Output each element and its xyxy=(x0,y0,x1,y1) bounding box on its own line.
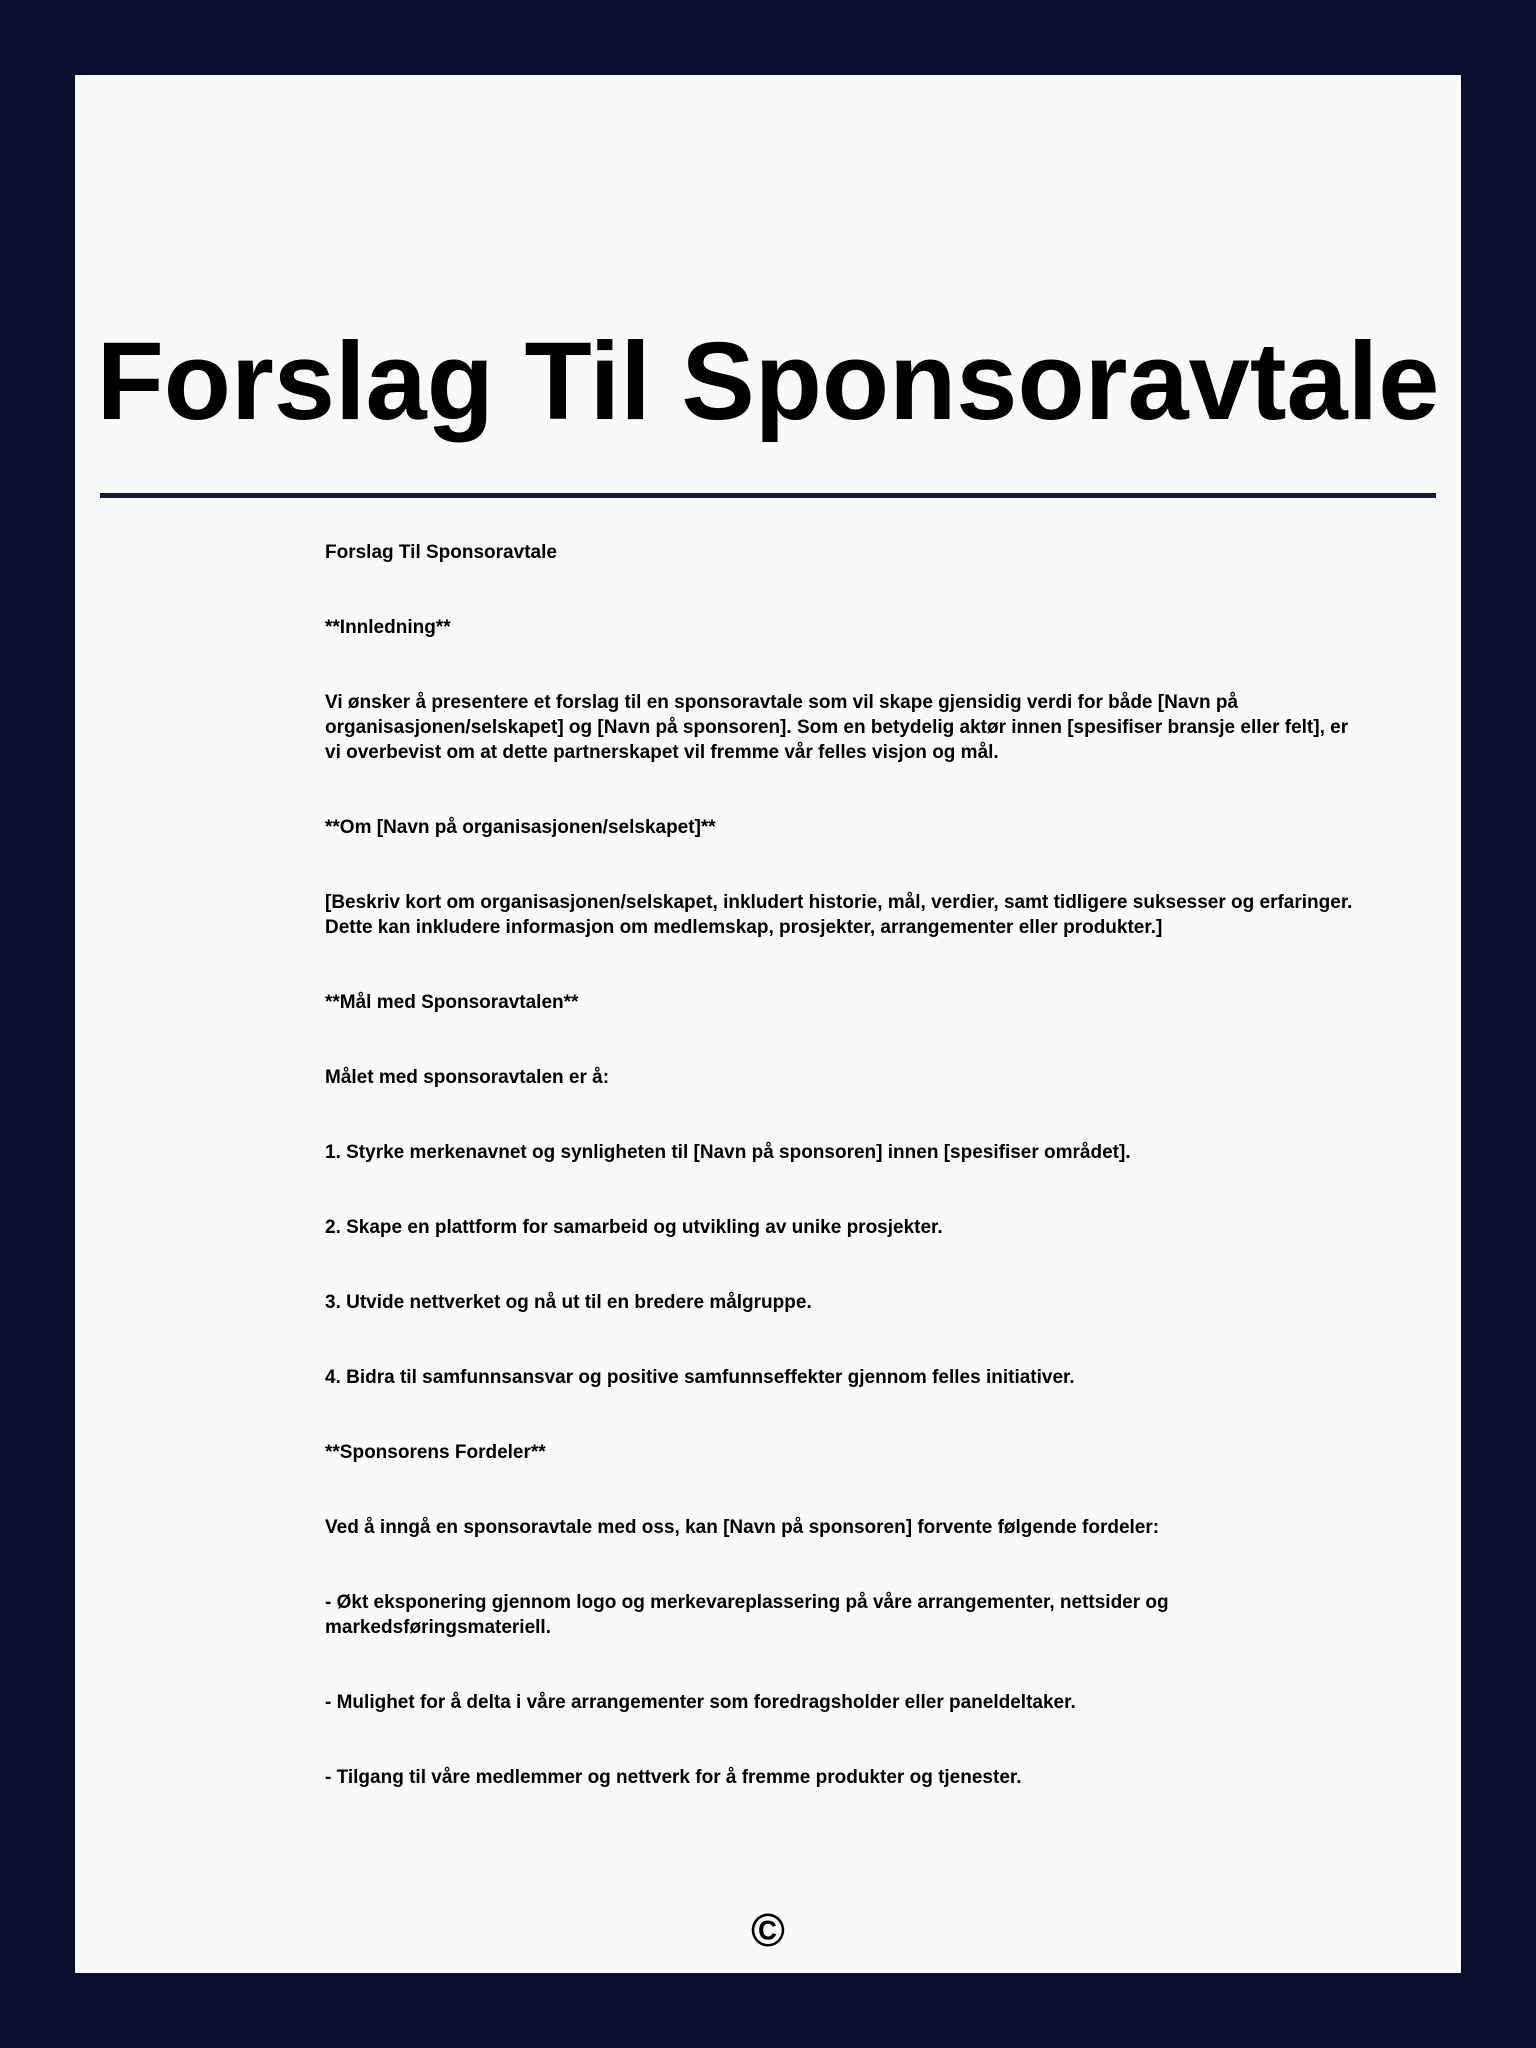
goals-intro: Målet med sponsoravtalen er å: xyxy=(325,1067,610,1088)
document-body xyxy=(325,540,1355,1840)
intro-paragraph: Vi ønsker å presentere et forslag til en sponsoravtale som vil skape gjensidig verdi for både [Navn på organisasjonen/selskapet] og [Navn på sponsoren]. Som en betydelig aktør innen [spesifiser bransje eller felt], er vi overbevist om at dette partnerskapet vil fremme vår felles visjon og mål. xyxy=(325,692,1349,763)
section-heading-intro: **Innledning** xyxy=(325,617,451,638)
document-page xyxy=(75,75,1461,1973)
section-heading-goals: **Mål med Sponsoravtalen** xyxy=(325,992,579,1013)
copyright-icon: © xyxy=(751,1904,785,1956)
document-title: Forslag Til Sponsoravtale xyxy=(96,320,1440,443)
title-divider xyxy=(100,493,1436,498)
section-heading-about: **Om [Navn på organisasjonen/selskapet]** xyxy=(325,817,716,838)
goal-item: 1. Styrke merkenavnet og synligheten til [Navn på sponsoren] innen [spesifiser området]. xyxy=(325,1142,1131,1163)
benefit-item: - Mulighet for å delta i våre arrangementer som foredragsholder eller paneldeltaker. xyxy=(325,1692,1076,1713)
about-paragraph: [Beskriv kort om organisasjonen/selskapet, inkludert historie, mål, verdier, samt tidligere suksesser og erfaringer. Dette kan inkludere informasjon om medlemskap, prosjekter, arrangementer eller produkter.] xyxy=(325,892,1353,938)
goal-item: 3. Utvide nettverket og nå ut til en bredere målgruppe. xyxy=(325,1292,812,1313)
goal-item: 2. Skape en plattform for samarbeid og utvikling av unike prosjekter. xyxy=(325,1217,943,1238)
benefit-item: - Tilgang til våre medlemmer og nettverk for å fremme produkter og tjenester. xyxy=(325,1767,1022,1788)
document-subtitle: Forslag Til Sponsoravtale xyxy=(325,542,557,563)
benefits-intro: Ved å inngå en sponsoravtale med oss, kan [Navn på sponsoren] forvente følgende fordeler: xyxy=(325,1517,1160,1538)
section-heading-benefits: **Sponsorens Fordeler** xyxy=(325,1442,546,1463)
benefit-item: - Økt eksponering gjennom logo og merkevareplassering på våre arrangementer, nettsider og markedsføringsmateriell. xyxy=(325,1592,1169,1638)
goal-item: 4. Bidra til samfunnsansvar og positive samfunnseffekter gjennom felles initiativer. xyxy=(325,1367,1075,1388)
